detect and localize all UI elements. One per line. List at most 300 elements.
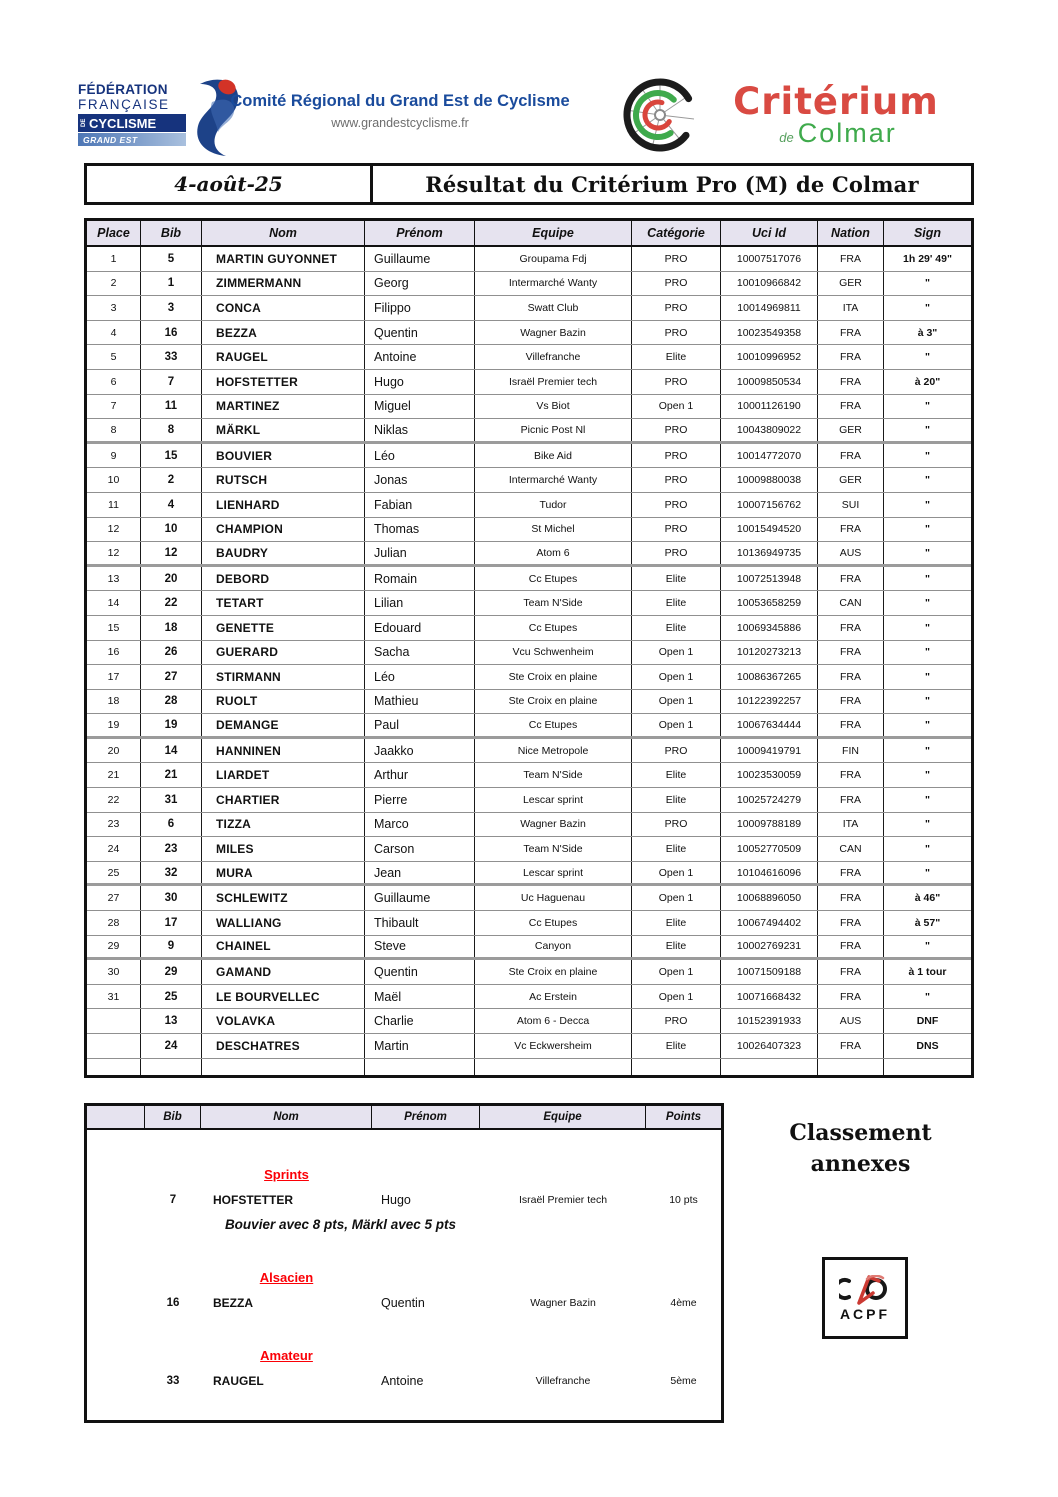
cell-uci: 10014969811 xyxy=(721,296,818,320)
annex-note-row xyxy=(87,1212,721,1237)
cell-prenom: Mathieu xyxy=(365,690,475,714)
cell-sign: " xyxy=(925,572,930,585)
cell-nom: BOUVIER xyxy=(202,444,365,468)
cell-sign: à 3" xyxy=(917,326,938,339)
col-header-nation: Nation xyxy=(818,221,884,245)
table-row xyxy=(87,665,971,690)
cell-cat: Open 1 xyxy=(632,985,721,1009)
cell-prenom: Fabian xyxy=(365,493,475,517)
annex-side-title-line2: annexes xyxy=(810,1151,911,1177)
cell-bib: 23 xyxy=(141,837,202,861)
cell-nom: STIRMANN xyxy=(202,665,365,689)
cell-place: 23 xyxy=(87,813,141,837)
cell-place: 19 xyxy=(87,714,141,736)
cell-bib: 18 xyxy=(141,616,202,640)
committee-header xyxy=(205,92,595,130)
cell-nation: FRA xyxy=(818,960,884,984)
race-date: 4-août-25 xyxy=(87,166,373,202)
cell-place: 8 xyxy=(87,419,141,441)
annex-section-label-row xyxy=(87,1265,721,1290)
cell-equipe: Bike Aid xyxy=(475,444,632,468)
col-header-place: Place xyxy=(87,221,141,245)
cell-nom: RAUGEL xyxy=(202,345,365,369)
table-row xyxy=(87,641,971,666)
cell-place: 22 xyxy=(87,788,141,812)
cell-uci: 10136949735 xyxy=(721,542,818,564)
ffc-logo-cyclisme-bar xyxy=(78,114,186,132)
annex-cell-points: 10 pts xyxy=(669,1193,698,1206)
cell-nom: MARTIN GUYONNET xyxy=(202,247,365,271)
cell-equipe: Vs Biot xyxy=(475,395,632,419)
cell-nation: FRA xyxy=(818,788,884,812)
cell-prenom: Georg xyxy=(365,272,475,296)
cell-equipe: Picnic Post Nl xyxy=(475,419,632,441)
table-row xyxy=(87,763,971,788)
col-header-prenom: Prénom xyxy=(365,221,475,245)
cell-bib: 30 xyxy=(141,886,202,910)
cell-nom: RUOLT xyxy=(202,690,365,714)
cell-sign: " xyxy=(925,474,930,487)
cell-equipe: Wagner Bazin xyxy=(475,813,632,837)
annex-cell-prenom: Hugo xyxy=(381,1192,411,1207)
cell-nation: FRA xyxy=(818,1034,884,1058)
cell-nom: SCHLEWITZ xyxy=(202,886,365,910)
cell-bib: 15 xyxy=(141,444,202,468)
cell-bib: 22 xyxy=(141,591,202,615)
cell-bib: 13 xyxy=(141,1009,202,1033)
cell-cat: PRO xyxy=(632,1009,721,1033)
cell-equipe: Wagner Bazin xyxy=(475,321,632,345)
annex-data-row xyxy=(87,1290,721,1315)
cell-place: 14 xyxy=(87,591,141,615)
cell-equipe: Ste Croix en plaine xyxy=(475,690,632,714)
annex-cell-points: 5ème xyxy=(670,1374,697,1387)
cell-nom: DESCHATRES xyxy=(202,1034,365,1058)
cell-cat: Elite xyxy=(632,763,721,787)
table-row xyxy=(87,468,971,493)
table-row xyxy=(87,591,971,616)
cell-sign: " xyxy=(925,546,930,559)
acpf-bike-icon xyxy=(839,1275,891,1305)
annex-data-row xyxy=(87,1187,721,1212)
cell-prenom: Lilian xyxy=(365,591,475,615)
cell-prenom: Pierre xyxy=(365,788,475,812)
cell-prenom: Thibault xyxy=(365,911,475,935)
cell-equipe: Canyon xyxy=(475,936,632,958)
cell-uci: 10009850534 xyxy=(721,370,818,394)
cell-cat: Elite xyxy=(632,837,721,861)
cell-prenom xyxy=(365,1059,475,1075)
cell-bib: 25 xyxy=(141,985,202,1009)
cell-equipe: Nice Metropole xyxy=(475,739,632,763)
cell-equipe: Lescar sprint xyxy=(475,862,632,884)
col-header-nom: Nom xyxy=(202,221,365,245)
cell-bib: 10 xyxy=(141,518,202,542)
cell-sign: " xyxy=(925,449,930,462)
cell-prenom: Steve xyxy=(365,936,475,958)
cell-place xyxy=(87,1059,141,1075)
cell-equipe: Groupama Fdj xyxy=(475,247,632,271)
cell-sign: à 20" xyxy=(914,375,941,388)
cell-place: 12 xyxy=(87,518,141,542)
cell-prenom: Guillaume xyxy=(365,886,475,910)
cell-nation: ITA xyxy=(818,296,884,320)
cell-place: 6 xyxy=(87,370,141,394)
cell-equipe xyxy=(475,1059,632,1075)
cell-bib: 17 xyxy=(141,911,202,935)
cell-uci: 10067494402 xyxy=(721,911,818,935)
cell-prenom: Jaakko xyxy=(365,739,475,763)
event-logo-place xyxy=(738,118,938,149)
cell-nom: LIARDET xyxy=(202,763,365,787)
cell-bib xyxy=(141,1059,202,1075)
cell-equipe: Lescar sprint xyxy=(475,788,632,812)
table-row xyxy=(87,493,971,518)
cell-equipe: Villefranche xyxy=(475,345,632,369)
table-row xyxy=(87,690,971,715)
cell-nation: FRA xyxy=(818,444,884,468)
annex-cell-points: 4ème xyxy=(670,1296,697,1309)
table-row xyxy=(87,1034,971,1059)
page-title: Résultat du Critérium Pro (M) de Colmar xyxy=(425,171,919,197)
cell-uci: 10009788189 xyxy=(721,813,818,837)
cell-nation: AUS xyxy=(818,1009,884,1033)
annex-section-label-row xyxy=(87,1162,721,1187)
annex-col-equipe: Equipe xyxy=(480,1106,646,1128)
cell-place: 5 xyxy=(87,345,141,369)
annex-cell-nom: HOFSTETTER xyxy=(213,1192,293,1207)
table-row xyxy=(87,1009,971,1034)
cell-equipe: Ste Croix en plaine xyxy=(475,665,632,689)
cell-equipe: Cc Etupes xyxy=(475,567,632,591)
cell-uci: 10023530059 xyxy=(721,763,818,787)
cell-bib: 26 xyxy=(141,641,202,665)
cell-bib: 3 xyxy=(141,296,202,320)
cell-uci: 10072513948 xyxy=(721,567,818,591)
table-row xyxy=(87,862,971,887)
cell-cat: Open 1 xyxy=(632,641,721,665)
cell-place: 28 xyxy=(87,911,141,935)
cell-nom: DEMANGE xyxy=(202,714,365,736)
table-row xyxy=(87,739,971,764)
table-row xyxy=(87,985,971,1010)
cell-cat: PRO xyxy=(632,370,721,394)
cell-place: 15 xyxy=(87,616,141,640)
cell-bib: 5 xyxy=(141,247,202,271)
cell-bib: 20 xyxy=(141,567,202,591)
table-row xyxy=(87,837,971,862)
table-row xyxy=(87,936,971,961)
cell-sign: " xyxy=(925,670,930,683)
table-row xyxy=(87,616,971,641)
cell-equipe: Israël Premier tech xyxy=(475,370,632,394)
table-row xyxy=(87,370,971,395)
cell-cat: PRO xyxy=(632,296,721,320)
cell-sign: " xyxy=(925,719,930,732)
col-header-categorie: Catégorie xyxy=(632,221,721,245)
col-header-sign: Sign xyxy=(913,226,942,240)
cell-nation: FRA xyxy=(818,886,884,910)
cell-cat xyxy=(632,1059,721,1075)
cell-cat: Open 1 xyxy=(632,665,721,689)
annex-table-body xyxy=(87,1130,721,1393)
cell-nation: CAN xyxy=(818,591,884,615)
cell-equipe: Ac Erstein xyxy=(475,985,632,1009)
annex-section-label-row xyxy=(87,1343,721,1368)
cell-nom: LE BOURVELLEC xyxy=(202,985,365,1009)
cell-nation: AUS xyxy=(818,542,884,564)
cell-nom: CONCA xyxy=(202,296,365,320)
cell-nom: TETART xyxy=(202,591,365,615)
annex-cell-bib: 16 xyxy=(166,1296,180,1309)
cell-sign: " xyxy=(925,990,930,1003)
cell-cat: Open 1 xyxy=(632,960,721,984)
annex-spacer xyxy=(87,1315,721,1343)
cell-prenom: Quentin xyxy=(365,960,475,984)
cell-bib: 14 xyxy=(141,739,202,763)
cell-nom: CHARTIER xyxy=(202,788,365,812)
cell-cat: PRO xyxy=(632,542,721,564)
ffc-logo-line3: CYCLISME xyxy=(89,115,157,131)
cell-sign: " xyxy=(925,523,930,536)
cell-cat: Elite xyxy=(632,616,721,640)
cell-cat: PRO xyxy=(632,813,721,837)
annex-cell-equipe: Villefranche xyxy=(535,1374,591,1387)
col-header-uciid: Uci Id xyxy=(721,221,818,245)
cell-equipe: Cc Etupes xyxy=(475,616,632,640)
cell-sign: DNF xyxy=(916,1015,939,1028)
cell-nom: CHAINEL xyxy=(202,936,365,958)
annex-data-row xyxy=(87,1368,721,1393)
event-logo-title: Critérium xyxy=(733,80,939,123)
cell-sign: à 1 tour xyxy=(908,966,947,979)
cell-prenom: Edouard xyxy=(365,616,475,640)
cell-place: 11 xyxy=(87,493,141,517)
table-row xyxy=(87,813,971,838)
annex-spacer xyxy=(87,1237,721,1265)
cell-nation: FRA xyxy=(818,370,884,394)
cell-equipe: Team N'Side xyxy=(475,591,632,615)
cell-place xyxy=(87,1009,141,1033)
cell-uci: 10120273213 xyxy=(721,641,818,665)
cell-sign: " xyxy=(925,843,930,856)
cell-nom: MÄRKL xyxy=(202,419,365,441)
cell-bib: 33 xyxy=(141,345,202,369)
cell-place: 30 xyxy=(87,960,141,984)
cell-prenom: Arthur xyxy=(365,763,475,787)
cell-cat: PRO xyxy=(632,321,721,345)
cell-nom: RUTSCH xyxy=(202,468,365,492)
cell-cat: Open 1 xyxy=(632,714,721,736)
cell-nom: CHAMPION xyxy=(202,518,365,542)
annex-section-label: Alsacien xyxy=(259,1270,314,1285)
cell-prenom: Niklas xyxy=(365,419,475,441)
cell-uci: 10001126190 xyxy=(721,395,818,419)
cell-place: 31 xyxy=(87,985,141,1009)
committee-website-link[interactable]: www.grandestcyclisme.fr xyxy=(331,116,469,130)
cell-bib: 16 xyxy=(141,321,202,345)
table-row xyxy=(87,272,971,297)
annex-section-label: Amateur xyxy=(260,1348,313,1363)
cell-prenom: Miguel xyxy=(365,395,475,419)
cell-place: 29 xyxy=(87,936,141,958)
cell-nation: FRA xyxy=(818,714,884,736)
annex-col-prenom: Prénom xyxy=(372,1106,480,1128)
cell-uci: 10015494520 xyxy=(721,518,818,542)
cell-prenom: Maël xyxy=(365,985,475,1009)
cell-cat: PRO xyxy=(632,493,721,517)
cell-nom: MARTINEZ xyxy=(202,395,365,419)
cell-nation: GER xyxy=(818,419,884,441)
cell-sign: " xyxy=(925,646,930,659)
annex-cell-bib: 7 xyxy=(169,1193,177,1206)
cell-uci: 10067634444 xyxy=(721,714,818,736)
results-table-body xyxy=(87,247,971,1075)
cell-prenom: Jean xyxy=(365,862,475,884)
cell-bib: 19 xyxy=(141,714,202,736)
cell-cat: Elite xyxy=(632,567,721,591)
cell-bib: 6 xyxy=(141,813,202,837)
cell-sign: " xyxy=(925,423,930,436)
cell-cat: PRO xyxy=(632,518,721,542)
cell-cat: Elite xyxy=(632,788,721,812)
cell-sign: " xyxy=(925,793,930,806)
cell-nom: ZIMMERMANN xyxy=(202,272,365,296)
cell-place: 25 xyxy=(87,862,141,884)
cell-bib: 2 xyxy=(141,468,202,492)
cell-equipe: Swatt Club xyxy=(475,296,632,320)
annex-cell-bib: 33 xyxy=(166,1374,180,1387)
results-table-header xyxy=(87,221,971,247)
cell-sign xyxy=(884,1059,971,1075)
cell-bib: 9 xyxy=(141,936,202,958)
cell-uci: 10026407323 xyxy=(721,1034,818,1058)
cell-place: 2 xyxy=(87,272,141,296)
cell-prenom: Thomas xyxy=(365,518,475,542)
annex-spacer xyxy=(87,1130,721,1162)
cell-uci: 10007517076 xyxy=(721,247,818,271)
cell-equipe: Tudor xyxy=(475,493,632,517)
cell-sign: " xyxy=(925,351,930,364)
cell-nation: FIN xyxy=(818,739,884,763)
table-row xyxy=(87,788,971,813)
cell-uci: 10053658259 xyxy=(721,591,818,615)
annex-cell-nom: RAUGEL xyxy=(213,1373,264,1388)
acpf-label: ACPF xyxy=(839,1305,891,1322)
cell-equipe: Atom 6 xyxy=(475,542,632,564)
cell-sign: " xyxy=(925,277,930,290)
table-row xyxy=(87,1059,971,1075)
acpf-logo xyxy=(822,1257,908,1339)
cell-sign: " xyxy=(925,621,930,634)
cell-equipe: Atom 6 - Decca xyxy=(475,1009,632,1033)
cell-uci: 10069345886 xyxy=(721,616,818,640)
cell-bib: 12 xyxy=(141,542,202,564)
annex-cell-prenom: Quentin xyxy=(381,1295,425,1310)
cell-nom: GAMAND xyxy=(202,960,365,984)
cell-equipe: Vc Eckwersheim xyxy=(475,1034,632,1058)
cell-uci: 10043809022 xyxy=(721,419,818,441)
cell-cat: Elite xyxy=(632,1034,721,1058)
cell-nom: LIENHARD xyxy=(202,493,365,517)
cell-nation: FRA xyxy=(818,395,884,419)
annex-col-empty xyxy=(87,1106,145,1128)
cell-cat: PRO xyxy=(632,247,721,271)
cell-prenom: Jonas xyxy=(365,468,475,492)
cell-prenom: Filippo xyxy=(365,296,475,320)
cell-uci: 10023549358 xyxy=(721,321,818,345)
results-table xyxy=(84,218,974,1078)
cell-equipe: Team N'Side xyxy=(475,763,632,787)
cell-cat: Open 1 xyxy=(632,886,721,910)
cell-place: 27 xyxy=(87,886,141,910)
cell-sign: " xyxy=(925,695,930,708)
cell-bib: 1 xyxy=(141,272,202,296)
cell-uci: 10104616096 xyxy=(721,862,818,884)
cell-cat: PRO xyxy=(632,444,721,468)
annex-table xyxy=(84,1103,724,1423)
ffc-logo-de: DE xyxy=(81,118,87,127)
cell-cat: Elite xyxy=(632,936,721,958)
cell-sign: " xyxy=(925,866,930,879)
cell-nation: FRA xyxy=(818,690,884,714)
cell-nation: FRA xyxy=(818,641,884,665)
cell-uci: 10002769231 xyxy=(721,936,818,958)
cell-prenom: Quentin xyxy=(365,321,475,345)
cell-equipe: St Michel xyxy=(475,518,632,542)
cell-nom xyxy=(202,1059,365,1075)
table-row xyxy=(87,345,971,370)
cell-nation: FRA xyxy=(818,247,884,271)
cell-bib: 11 xyxy=(141,395,202,419)
cell-prenom: Martin xyxy=(365,1034,475,1058)
cell-prenom: Léo xyxy=(365,444,475,468)
annex-note: Bouvier avec 8 pts, Märkl avec 5 pts xyxy=(224,1217,457,1232)
cell-sign: " xyxy=(925,818,930,831)
table-row xyxy=(87,296,971,321)
cell-sign: " xyxy=(925,940,930,953)
table-row xyxy=(87,518,971,543)
cell-nom: MURA xyxy=(202,862,365,884)
annex-cell-equipe: Israël Premier tech xyxy=(518,1193,608,1206)
annex-col-nom: Nom xyxy=(201,1106,372,1128)
cell-cat: Open 1 xyxy=(632,690,721,714)
cell-nom: TIZZA xyxy=(202,813,365,837)
cell-nation: ITA xyxy=(818,813,884,837)
cell-place: 4 xyxy=(87,321,141,345)
cell-cat: PRO xyxy=(632,419,721,441)
cell-cat: PRO xyxy=(632,739,721,763)
cell-nom: GENETTE xyxy=(202,616,365,640)
cell-place: 20 xyxy=(87,739,141,763)
cell-nation: FRA xyxy=(818,911,884,935)
cell-nom: DEBORD xyxy=(202,567,365,591)
annex-col-points: Points xyxy=(665,1111,702,1123)
cell-uci: 10009880038 xyxy=(721,468,818,492)
table-row xyxy=(87,444,971,469)
cell-uci: 10010996952 xyxy=(721,345,818,369)
cell-uci: 10152391933 xyxy=(721,1009,818,1033)
cell-place: 16 xyxy=(87,641,141,665)
cell-nom: GUERARD xyxy=(202,641,365,665)
annex-section-label: Sprints xyxy=(264,1167,309,1182)
cell-uci: 10122392257 xyxy=(721,690,818,714)
cell-place xyxy=(87,1034,141,1058)
title-bar xyxy=(84,163,974,205)
cell-place: 24 xyxy=(87,837,141,861)
ffc-logo-line1: FÉDÉRATION xyxy=(78,82,168,97)
table-row xyxy=(87,542,971,567)
